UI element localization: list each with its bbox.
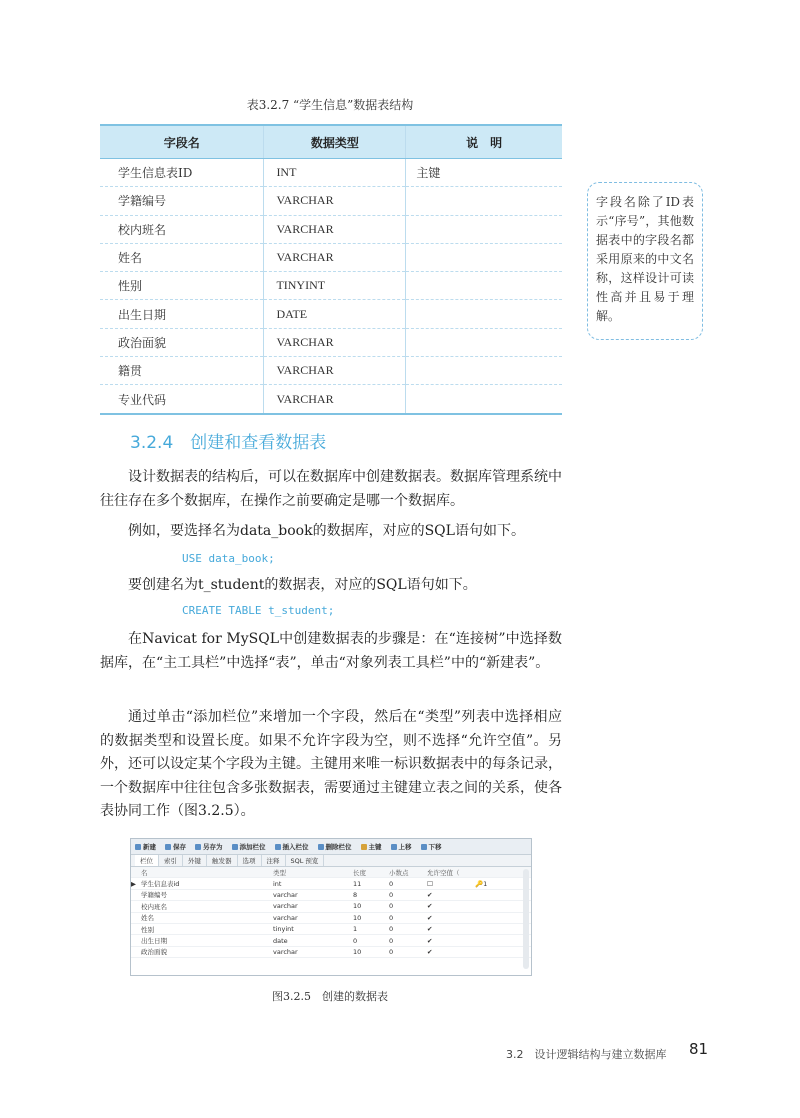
table-header-row (100, 125, 562, 159)
grid-cell-nullable: ✔ (427, 890, 433, 899)
section-heading: 3.2.4 创建和查看数据表 (130, 433, 327, 453)
add-field-icon (232, 844, 238, 850)
toolbar-insert-field-label: 插入栏位 (282, 843, 309, 851)
grid-cell-type: date (273, 936, 288, 945)
paragraph-add-field: 通过单击“添加栏位”来增加一个字段，然后在“类型”列表中选择相应的数据类型和设置长度。如果不允许字段为空，则不选择“允许空值”。另外，还可以设定某个字段为主键。主键用来唯一标识数据表中的每条记录，一个数据库中往往包含多张数据表，需要通过主键建立表之间的关系，使各表协同工作（图3.2.5）。 (100, 709, 562, 819)
paragraph-intro: 设计数据表的结构后，可以在数据库中创建数据表。数据库管理系统中往往存在多个数据库，在操作之前要确定是哪一个数据库。 (100, 469, 562, 509)
grid-cell-decimal: 0 (389, 913, 394, 922)
toolbar-save-as (195, 842, 223, 851)
header-data-type: 数据类型 (264, 125, 406, 159)
cell-field-name: 性别 (100, 272, 264, 300)
table-row (100, 328, 562, 356)
grid-row (131, 901, 531, 912)
grid-row (131, 890, 531, 901)
toolbar-primary-key-label: 主键 (368, 843, 382, 851)
tab-comment: 注释 (262, 855, 286, 866)
cell-field-name: 政治面貌 (100, 328, 264, 356)
grid-cell-type: varchar (273, 890, 298, 899)
cell-description (406, 187, 562, 215)
toolbar-move-up-label: 上移 (398, 843, 412, 851)
grid-cell-key: 🔑1 (475, 879, 488, 888)
grid-cell-name: 学籍编号 (141, 891, 167, 900)
toolbar-move-down-label: 下移 (428, 843, 442, 851)
toolbar-new-label: 新建 (143, 843, 156, 851)
grid-cell-type: tinyint (273, 925, 294, 934)
grid-col-length: 长度 (353, 868, 366, 877)
grid-cell-length: 0 (353, 936, 358, 945)
toolbar-delete-field (318, 842, 352, 851)
tab-foreign-keys: 外键 (183, 855, 207, 866)
arrow-down-icon (421, 844, 427, 850)
grid-cell-name: 政治面貌 (141, 948, 167, 957)
paragraph-create: 要创建名为t_student的数据表，对应的SQL语句如下。 (128, 577, 477, 593)
grid-cell-nullable: ✔ (427, 913, 433, 922)
tab-indexes: 索引 (159, 855, 183, 866)
grid-cell-nullable: ✔ (427, 947, 433, 956)
header-field-name: 字段名 (100, 125, 264, 159)
grid-cell-decimal: 0 (389, 890, 394, 899)
grid-cell-type: int (273, 879, 282, 888)
grid-cell-name: 校内班名 (141, 902, 167, 911)
cell-data-type: VARCHAR (264, 357, 406, 385)
cell-field-name: 籍贯 (100, 357, 264, 385)
grid-cell-name: 姓名 (141, 914, 154, 923)
delete-field-icon (318, 844, 324, 850)
grid-col-decimal: 小数点 (389, 868, 409, 877)
grid-cell-decimal: 0 (389, 925, 394, 934)
grid-header-row (131, 867, 531, 878)
figure-tabs (131, 855, 531, 867)
grid-cell-length: 10 (353, 947, 362, 956)
grid-cell-nullable: ☐ (427, 879, 433, 888)
grid-cell-name: 学生信息表id (141, 880, 180, 889)
grid-cell-decimal: 0 (389, 936, 394, 945)
new-icon (135, 844, 141, 850)
grid-row (131, 924, 531, 935)
cell-description: 主键 (406, 159, 562, 187)
tab-options: 选项 (238, 855, 262, 866)
table-row (100, 243, 562, 271)
insert-field-icon (275, 844, 281, 850)
arrow-up-icon (391, 844, 397, 850)
cell-field-name: 专业代码 (100, 385, 264, 414)
cell-field-name: 学籍编号 (100, 187, 264, 215)
toolbar-primary-key (361, 842, 382, 851)
cell-data-type: INT (264, 159, 406, 187)
cell-data-type: TINYINT (264, 272, 406, 300)
grid-row (131, 947, 531, 958)
cell-description (406, 215, 562, 243)
code-create-statement: CREATE TABLE t_student; (182, 604, 335, 617)
table-row (100, 357, 562, 385)
cell-description (406, 243, 562, 271)
grid-col-type: 类型 (273, 868, 286, 877)
grid-cell-name: 性别 (141, 925, 154, 934)
cell-data-type: DATE (264, 300, 406, 328)
cell-field-name: 学生信息表ID (100, 159, 264, 187)
key-icon (361, 844, 367, 850)
tab-triggers: 触发器 (207, 855, 238, 866)
grid-cell-length: 11 (353, 879, 362, 888)
row-pointer-icon: ▶ (131, 879, 136, 888)
tab-sql-preview: SQL 预览 (286, 855, 325, 866)
grid-cell-nullable: ✔ (427, 902, 433, 911)
cell-description (406, 328, 562, 356)
toolbar-save (165, 842, 186, 851)
grid-cell-decimal: 0 (389, 947, 394, 956)
cell-description (406, 357, 562, 385)
figure-scrollbar (523, 869, 529, 969)
cell-data-type: VARCHAR (264, 187, 406, 215)
table-row (100, 385, 562, 414)
table-row (100, 187, 562, 215)
grid-row (131, 878, 531, 889)
cell-data-type: VARCHAR (264, 328, 406, 356)
toolbar-insert-field (275, 842, 309, 851)
code-use-statement: USE data_book; (182, 552, 275, 565)
table-row (100, 272, 562, 300)
table-caption: 表3.2.7 “学生信息”数据表结构 (246, 98, 414, 112)
paragraph-example: 例如，要选择名为data_book的数据库，对应的SQL语句如下。 (128, 523, 525, 539)
paragraph-navicat-steps: 在Navicat for MySQL中创建数据表的步骤是：在“连接树”中选择数据库，在“主工具栏”中选择“表”，单击“对象列表工具栏”中的“新建表”。 (100, 631, 562, 671)
grid-row (131, 913, 531, 924)
save-icon (165, 844, 171, 850)
toolbar-new (135, 842, 156, 851)
grid-cell-name: 出生日期 (141, 937, 167, 946)
grid-cell-length: 10 (353, 902, 362, 911)
grid-row (131, 935, 531, 946)
cell-field-name: 姓名 (100, 243, 264, 271)
grid-cell-nullable: ✔ (427, 936, 433, 945)
figure-toolbar (131, 839, 531, 855)
toolbar-move-up (391, 842, 412, 851)
grid-cell-decimal: 0 (389, 879, 394, 888)
grid-cell-type: varchar (273, 902, 298, 911)
cell-data-type: VARCHAR (264, 243, 406, 271)
header-description: 说 明 (406, 125, 562, 159)
data-structure-table (100, 124, 562, 415)
toolbar-save-label: 保存 (173, 843, 186, 851)
table-row (100, 215, 562, 243)
cell-description (406, 385, 562, 414)
cell-field-name: 出生日期 (100, 300, 264, 328)
tab-fields: 栏位 (135, 855, 159, 866)
grid-cell-nullable: ✔ (427, 925, 433, 934)
save-as-icon (195, 844, 201, 850)
cell-field-name: 校内班名 (100, 215, 264, 243)
cell-data-type: VARCHAR (264, 215, 406, 243)
cell-description (406, 300, 562, 328)
grid-col-nullable: 允许空值（ (427, 868, 460, 877)
side-note-box: 字段名除了ID表示“序号”，其他数据表中的字段名都采用原来的中文名称，这样设计可读性高并且易于理解。 (587, 182, 703, 340)
grid-cell-type: varchar (273, 947, 298, 956)
field-grid (131, 867, 531, 975)
cell-description (406, 272, 562, 300)
page-number: 81 (689, 1040, 709, 1058)
navicat-screenshot (130, 838, 532, 976)
table-row (100, 159, 562, 187)
toolbar-add-field (232, 842, 266, 851)
grid-col-name: 名 (141, 868, 148, 877)
grid-cell-length: 10 (353, 913, 362, 922)
grid-cell-length: 8 (353, 890, 358, 899)
grid-cell-length: 1 (353, 925, 358, 934)
figure-caption: 图3.2.5 创建的数据表 (272, 990, 388, 1003)
grid-cell-type: varchar (273, 913, 298, 922)
grid-cell-decimal: 0 (389, 902, 394, 911)
table-row (100, 300, 562, 328)
running-footer: 3.2 设计逻辑结构与建立数据库 (506, 1048, 667, 1061)
toolbar-move-down (421, 842, 442, 851)
toolbar-delete-field-label: 删除栏位 (325, 843, 352, 851)
cell-data-type: VARCHAR (264, 385, 406, 414)
toolbar-add-field-label: 添加栏位 (239, 843, 266, 851)
toolbar-save-as-label: 另存为 (203, 843, 223, 851)
